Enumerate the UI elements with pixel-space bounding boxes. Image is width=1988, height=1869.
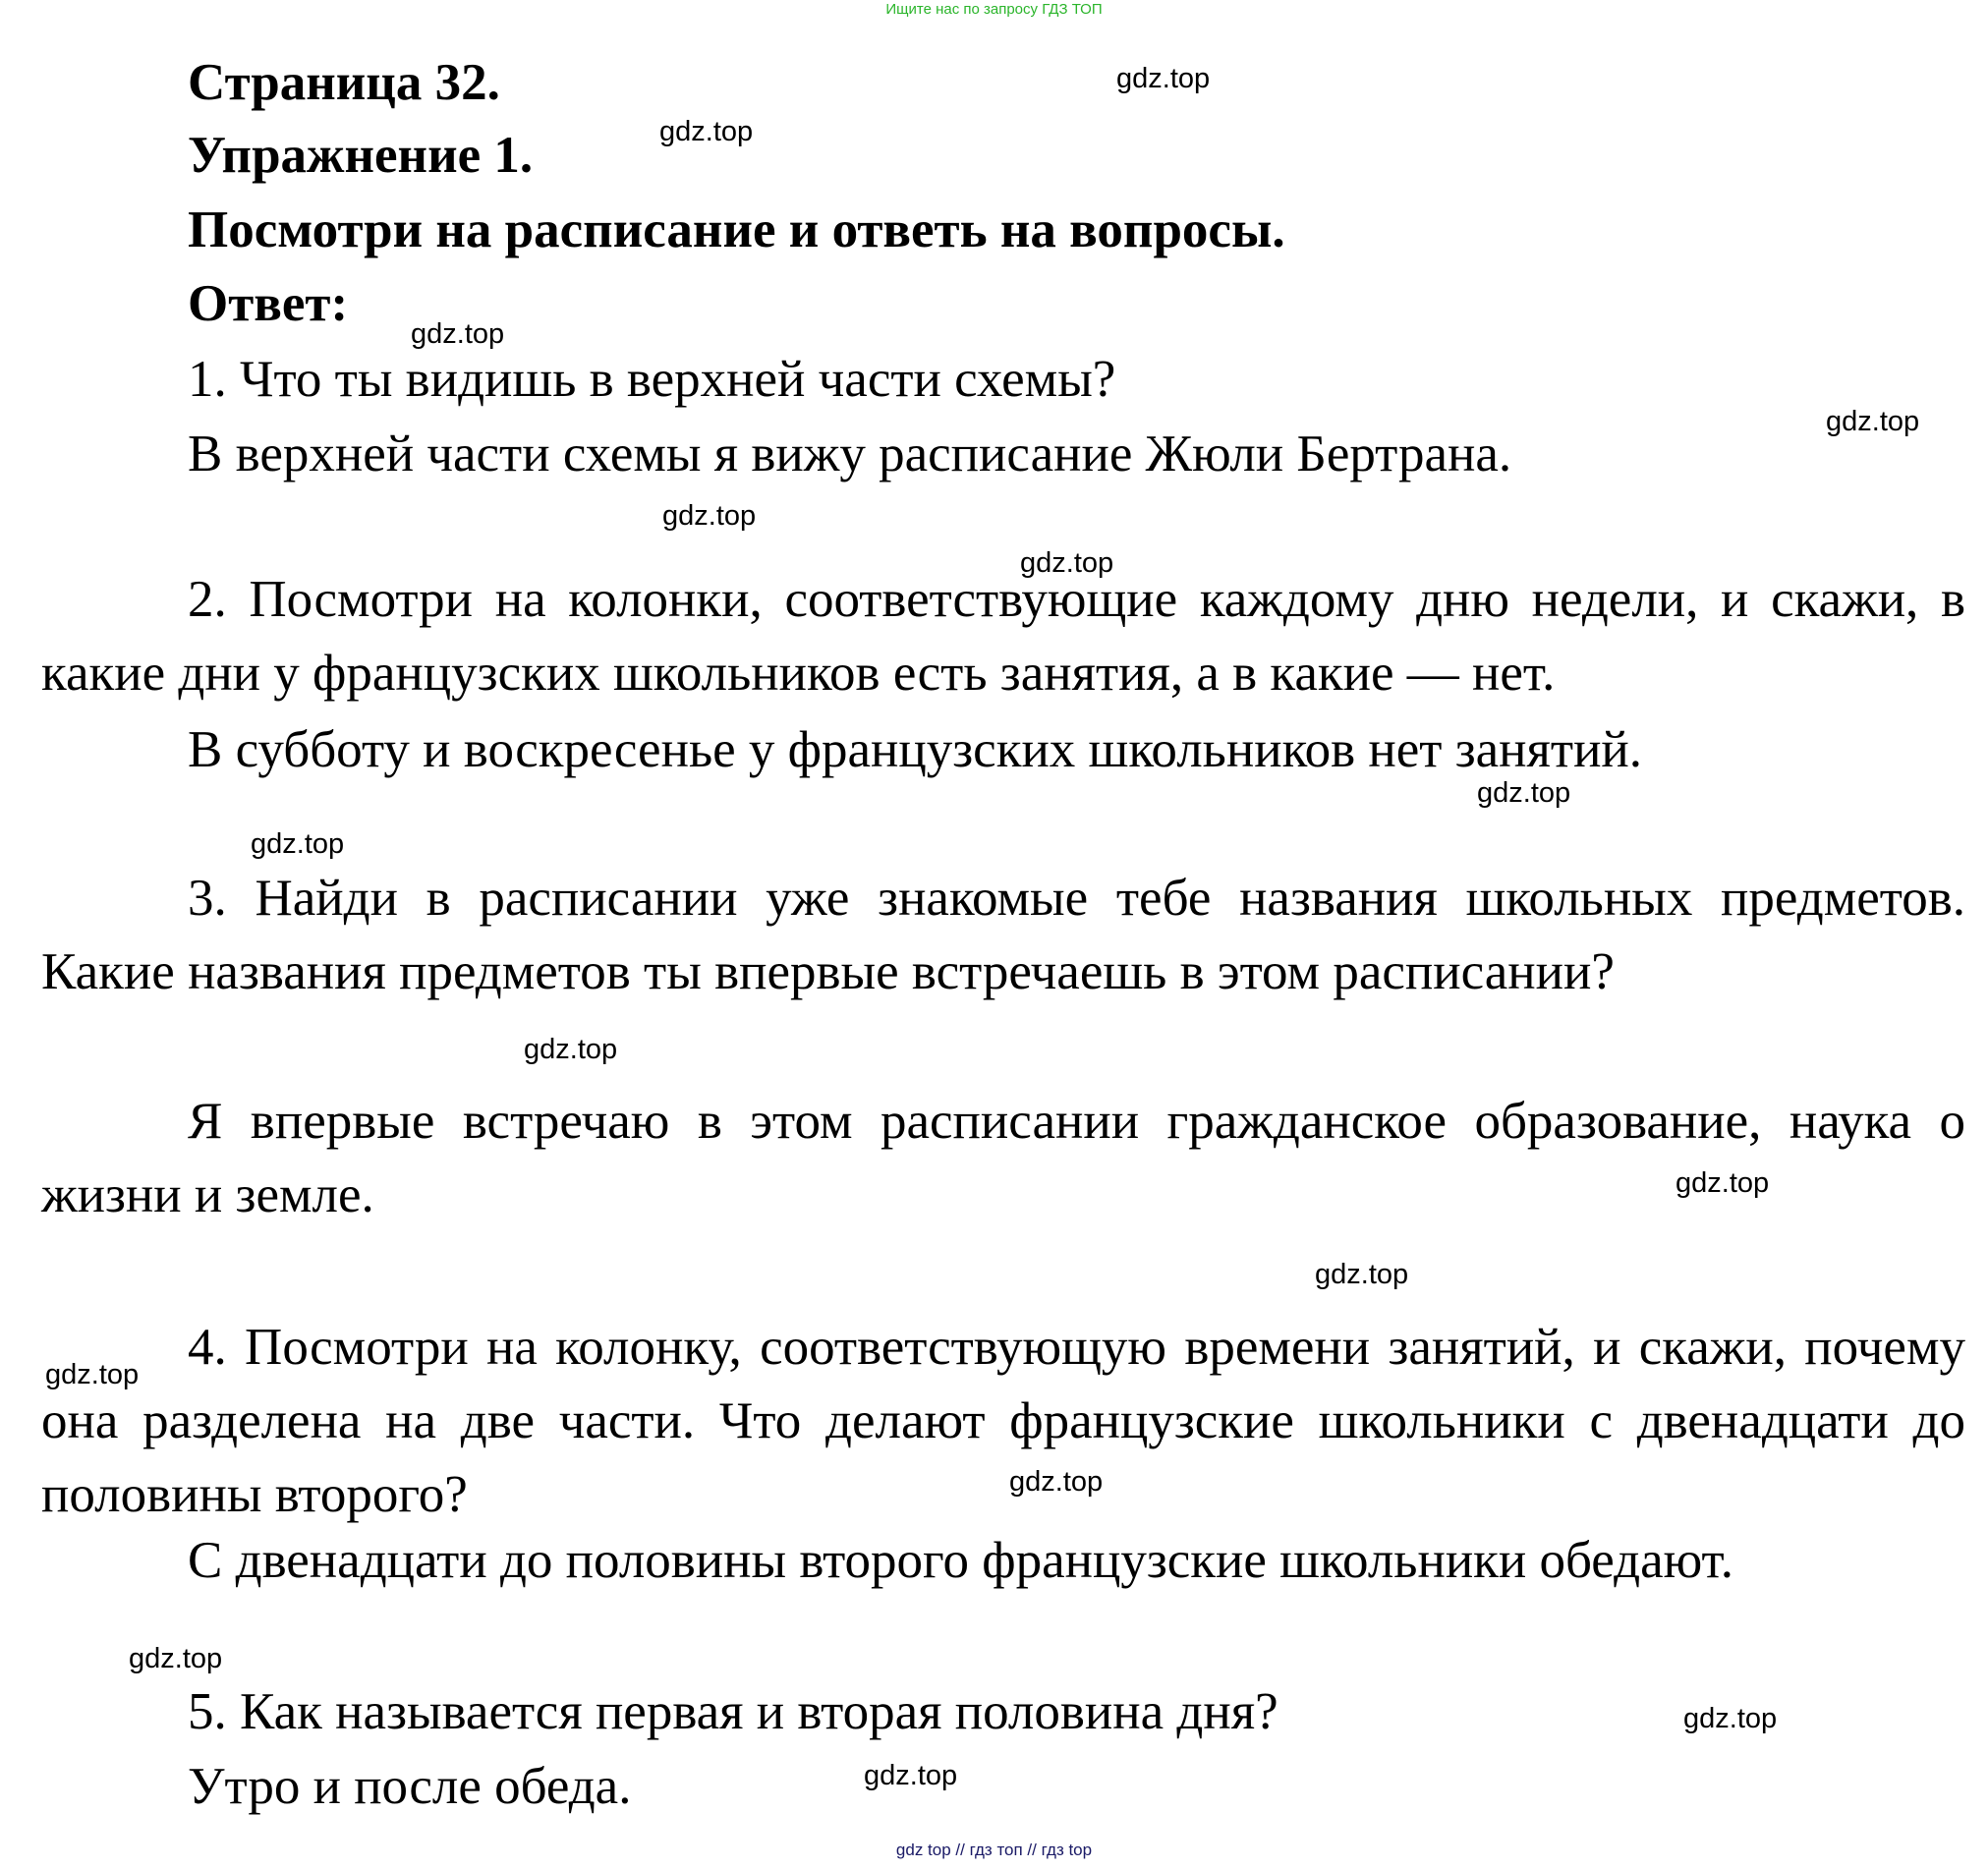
watermark: gdz.top (1009, 1466, 1104, 1498)
task-title: Посмотри на расписание и ответь на вопросы. (188, 201, 1285, 258)
question-3: 3. Найди в расписании уже знакомые тебе названия школьных предметов. Какие названия предметов ты впервые встречаешь в этом расписании? (41, 870, 1965, 1000)
watermark: gdz.top (1826, 406, 1920, 437)
watermark: gdz.top (524, 1034, 618, 1065)
watermark: gdz.top (1020, 547, 1114, 579)
watermark: gdz.top (251, 828, 345, 860)
answer-5: Утро и после обеда. (188, 1758, 632, 1815)
answer-4: С двенадцати до половины второго французские школьники обедают. (188, 1532, 1733, 1589)
search-banner: Ищите нас по запросу ГДЗ ТОП (885, 1, 1103, 18)
answer-2: В субботу и воскресенье у французских школьников нет занятий. (188, 721, 1643, 778)
question-5: 5. Как называется первая и вторая половина дня? (188, 1683, 1278, 1740)
watermark: gdz.top (1683, 1703, 1778, 1734)
watermark: gdz.top (45, 1359, 140, 1390)
watermark: gdz.top (659, 116, 754, 147)
answer-1: В верхней части схемы я вижу расписание Жюли Бертрана. (188, 425, 1512, 482)
page-title: Страница 32. (188, 54, 500, 111)
question-4: 4. Посмотри на колонку, соответствующую времени занятий, и скажи, почему она разделена на две части. Что делают французские школьники с двенадцати до половины второго? (41, 1319, 1965, 1523)
exercise-title: Упражнение 1. (188, 127, 534, 184)
answer-3: Я впервые встречаю в этом расписании гражданское образование, наука о жизни и земле. (41, 1093, 1965, 1223)
question-2: 2. Посмотри на колонки, соответствующие каждому дню недели, и скажи, в какие дни у французских школьников есть занятия, а в какие — нет. (41, 571, 1965, 702)
watermark: gdz.top (1676, 1167, 1770, 1199)
watermark: gdz.top (129, 1643, 223, 1674)
watermark: gdz.top (1477, 777, 1571, 809)
watermark: gdz.top (411, 318, 505, 350)
watermark: gdz.top (1116, 63, 1211, 94)
answer-label: Ответ: (188, 275, 349, 332)
question-1: 1. Что ты видишь в верхней части схемы? (188, 351, 1116, 408)
footer: gdz top // гдз топ // гдз top (895, 1841, 1093, 1859)
watermark: gdz.top (864, 1760, 958, 1791)
watermark: gdz.top (662, 500, 757, 532)
watermark: gdz.top (1315, 1259, 1409, 1290)
